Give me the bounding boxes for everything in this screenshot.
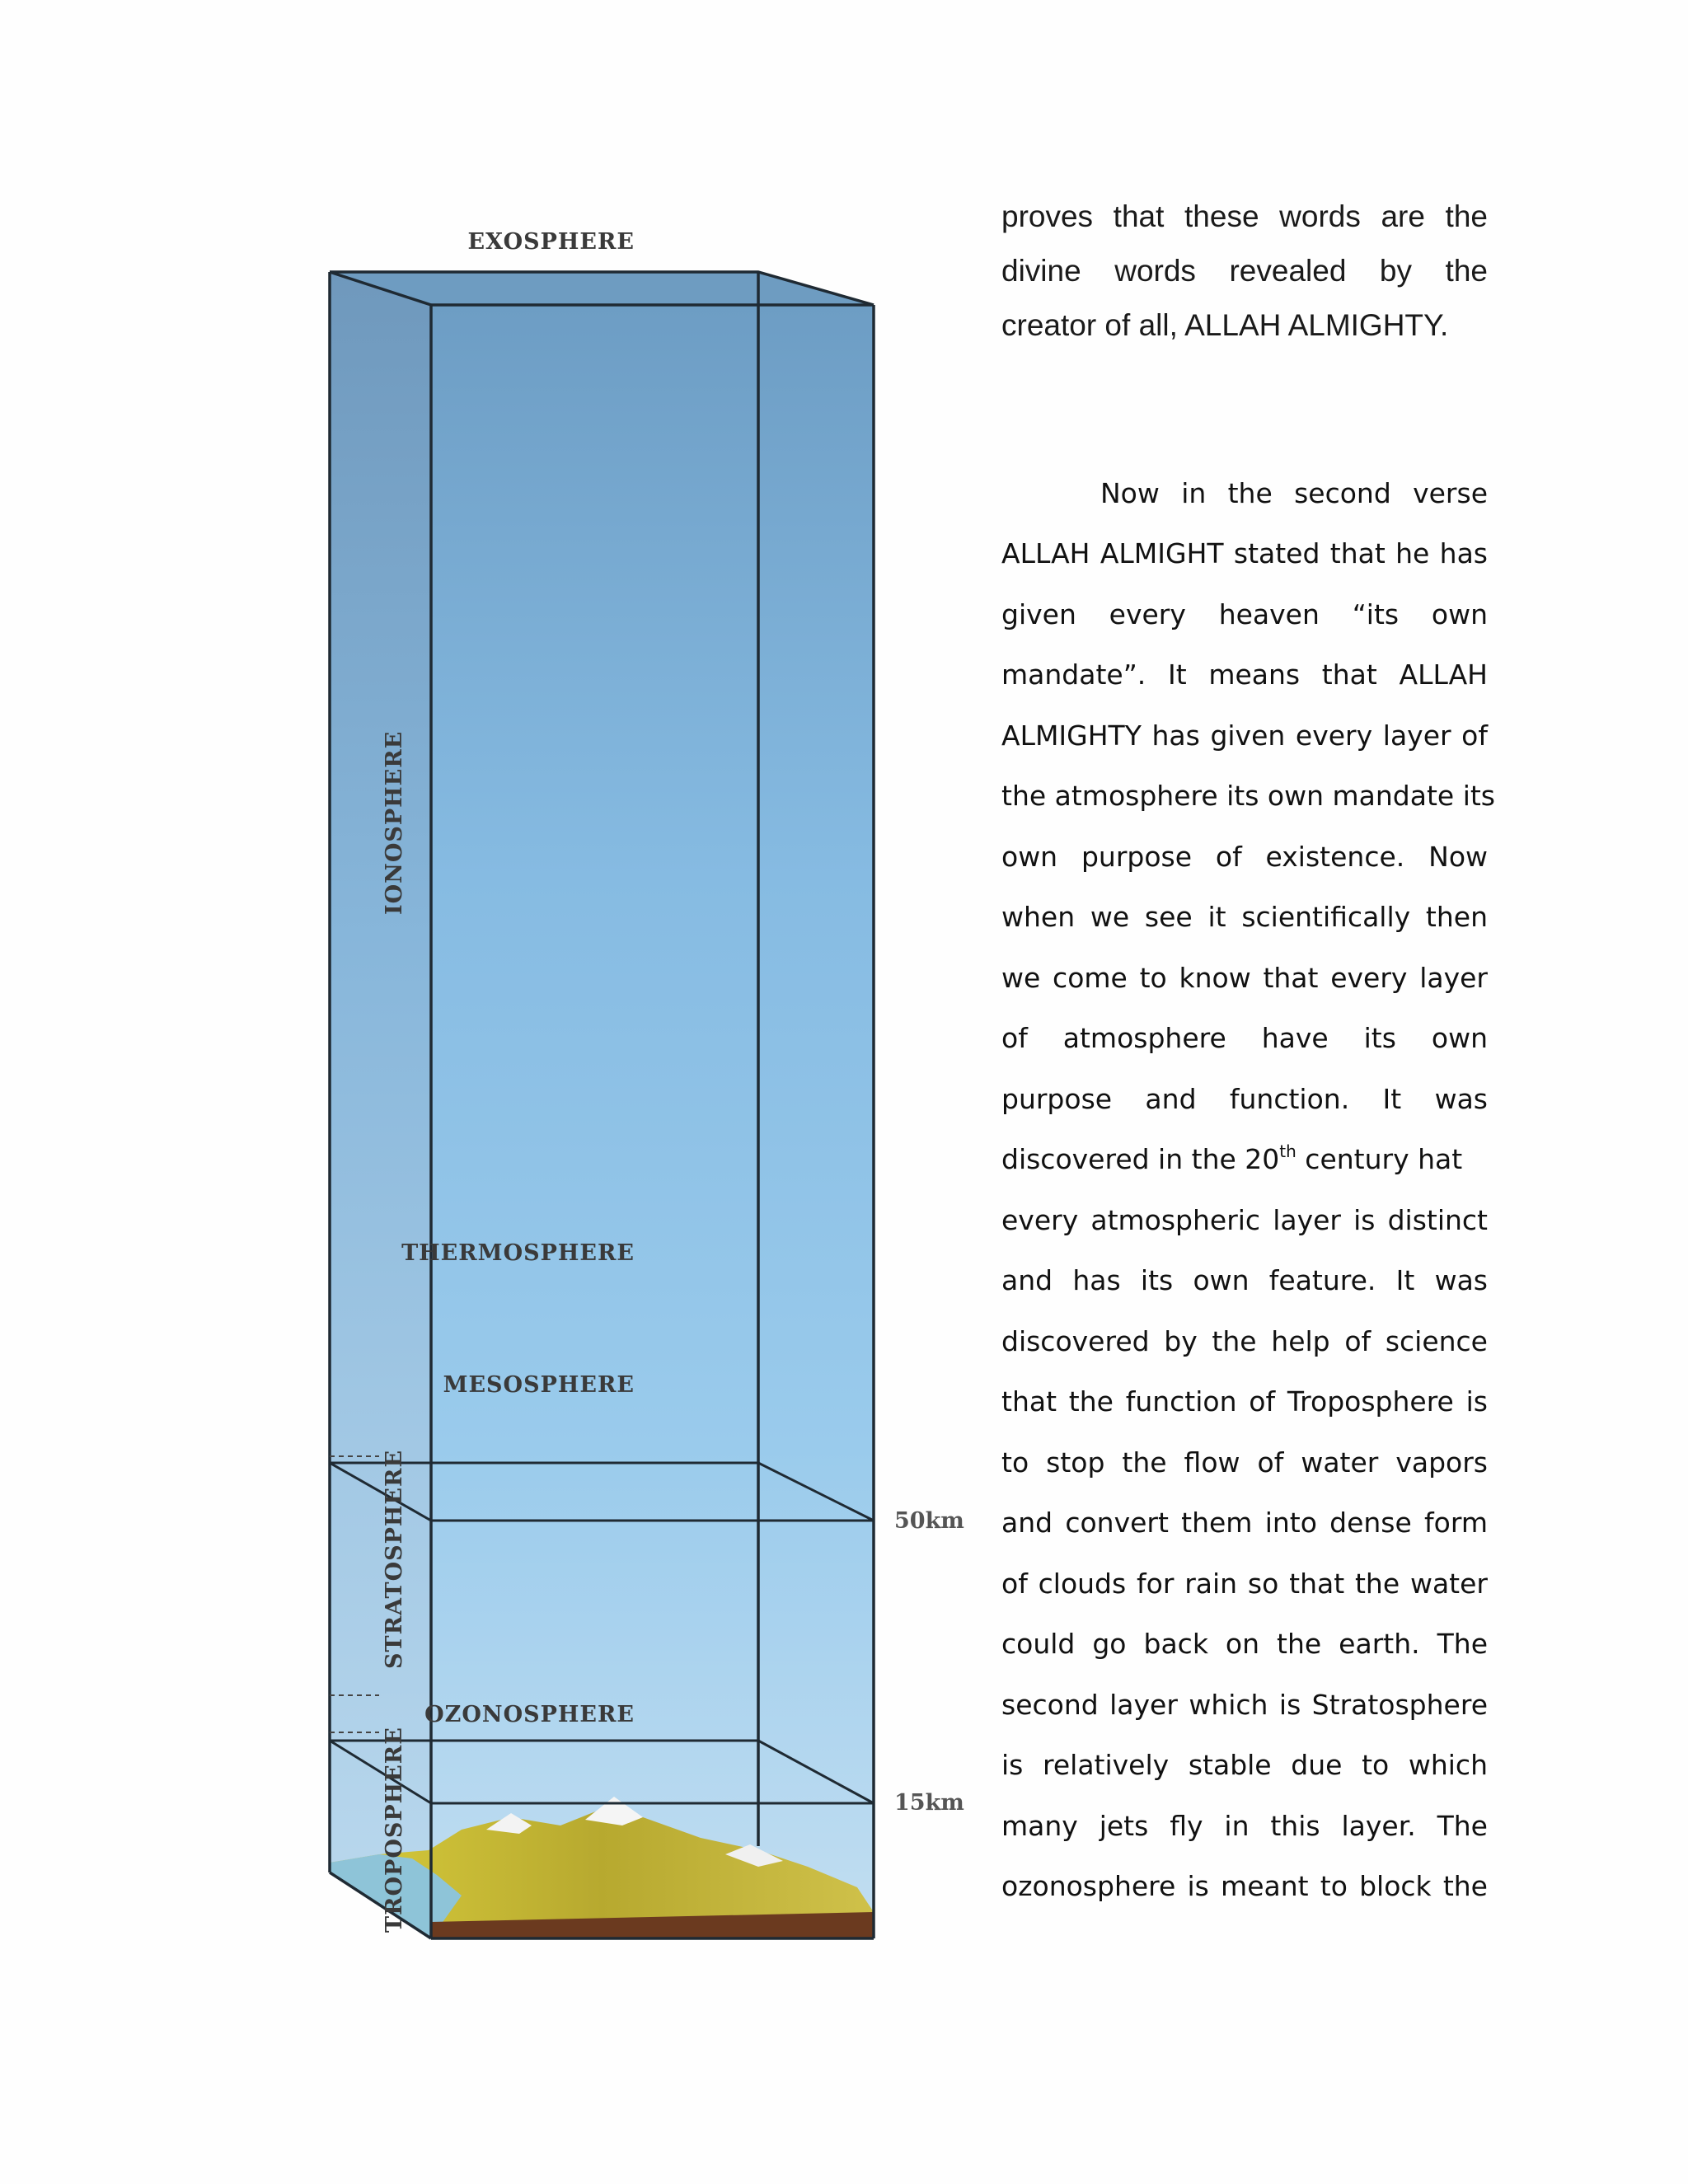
body-line-3: given every heaven “its own	[1001, 598, 1488, 630]
column-front-face	[431, 305, 874, 1938]
atmosphere-diagram	[214, 214, 989, 1994]
body-line-23: many jets fly in this layer. The	[1001, 1810, 1488, 1842]
ordinal-superscript: th	[1279, 1141, 1296, 1161]
body-line-12-end: century hat	[1296, 1143, 1463, 1175]
body-line-15: discovered by the help of science	[1001, 1325, 1488, 1357]
body-line-21: second layer which is Stratosphere	[1001, 1689, 1488, 1721]
body-line-6: the atmosphere its own mandate its	[1001, 780, 1495, 812]
body-line-11: purpose and function. It was	[1001, 1083, 1488, 1115]
body-line-14: and has its own feature. It was	[1001, 1264, 1488, 1296]
body-line-12-start: discovered in the 20	[1001, 1143, 1280, 1175]
body-line-13: every atmospheric layer is distinct	[1001, 1204, 1488, 1236]
body-line-12	[1001, 1143, 1488, 1179]
body-line-22: is relatively stable due to which	[1001, 1749, 1488, 1781]
body-line-9: we come to know that every layer	[1001, 962, 1488, 994]
body-line-4: mandate”. It means that ALLAH	[1001, 658, 1488, 691]
altitude-label-15km: 15km	[894, 1790, 964, 1816]
body-line-24: ozonosphere is meant to block the	[1001, 1870, 1488, 1902]
body-line-17: to stop the flow of water vapors	[1001, 1446, 1488, 1479]
label-thermosphere: THERMOSPHERE	[401, 1240, 635, 1266]
intro-line-1: proves that these words are the	[1001, 199, 1488, 233]
intro-line-2: divine words revealed by the	[1001, 254, 1488, 288]
body-line-1: Now in the second verse	[1100, 477, 1488, 509]
body-line-2: ALLAH ALMIGHT stated that he has	[1001, 537, 1488, 569]
body-line-7: own purpose of existence. Now	[1001, 841, 1488, 873]
body-line-10: of atmosphere have its own	[1001, 1022, 1488, 1054]
body-line-5: ALMIGHTY has given every layer of	[1001, 719, 1488, 752]
label-stratosphere: STRATOSPHERE	[382, 1449, 407, 1669]
body-line-18: and convert them into dense form	[1001, 1507, 1488, 1539]
atmosphere-column-illustration	[214, 214, 989, 1994]
column-side-face	[330, 272, 431, 1938]
label-troposphere: TROPOSPHERE	[382, 1727, 407, 1933]
body-line-20: could go back on the earth. The	[1001, 1628, 1488, 1660]
label-ozonosphere: OZONOSPHERE	[424, 1702, 635, 1727]
altitude-label-50km: 50km	[894, 1508, 964, 1534]
body-line-8: when we see it scientifically then	[1001, 901, 1488, 933]
body-line-19: of clouds for rain so that the water	[1001, 1568, 1488, 1600]
body-line-16: that the function of Troposphere is	[1001, 1385, 1488, 1418]
label-ionosphere: IONOSPHERE	[382, 730, 407, 915]
label-exosphere: EXOSPHERE	[467, 229, 635, 255]
intro-line-3: creator of all, ALLAH ALMIGHTY.	[1001, 308, 1449, 342]
label-mesosphere: MESOSPHERE	[443, 1372, 635, 1398]
